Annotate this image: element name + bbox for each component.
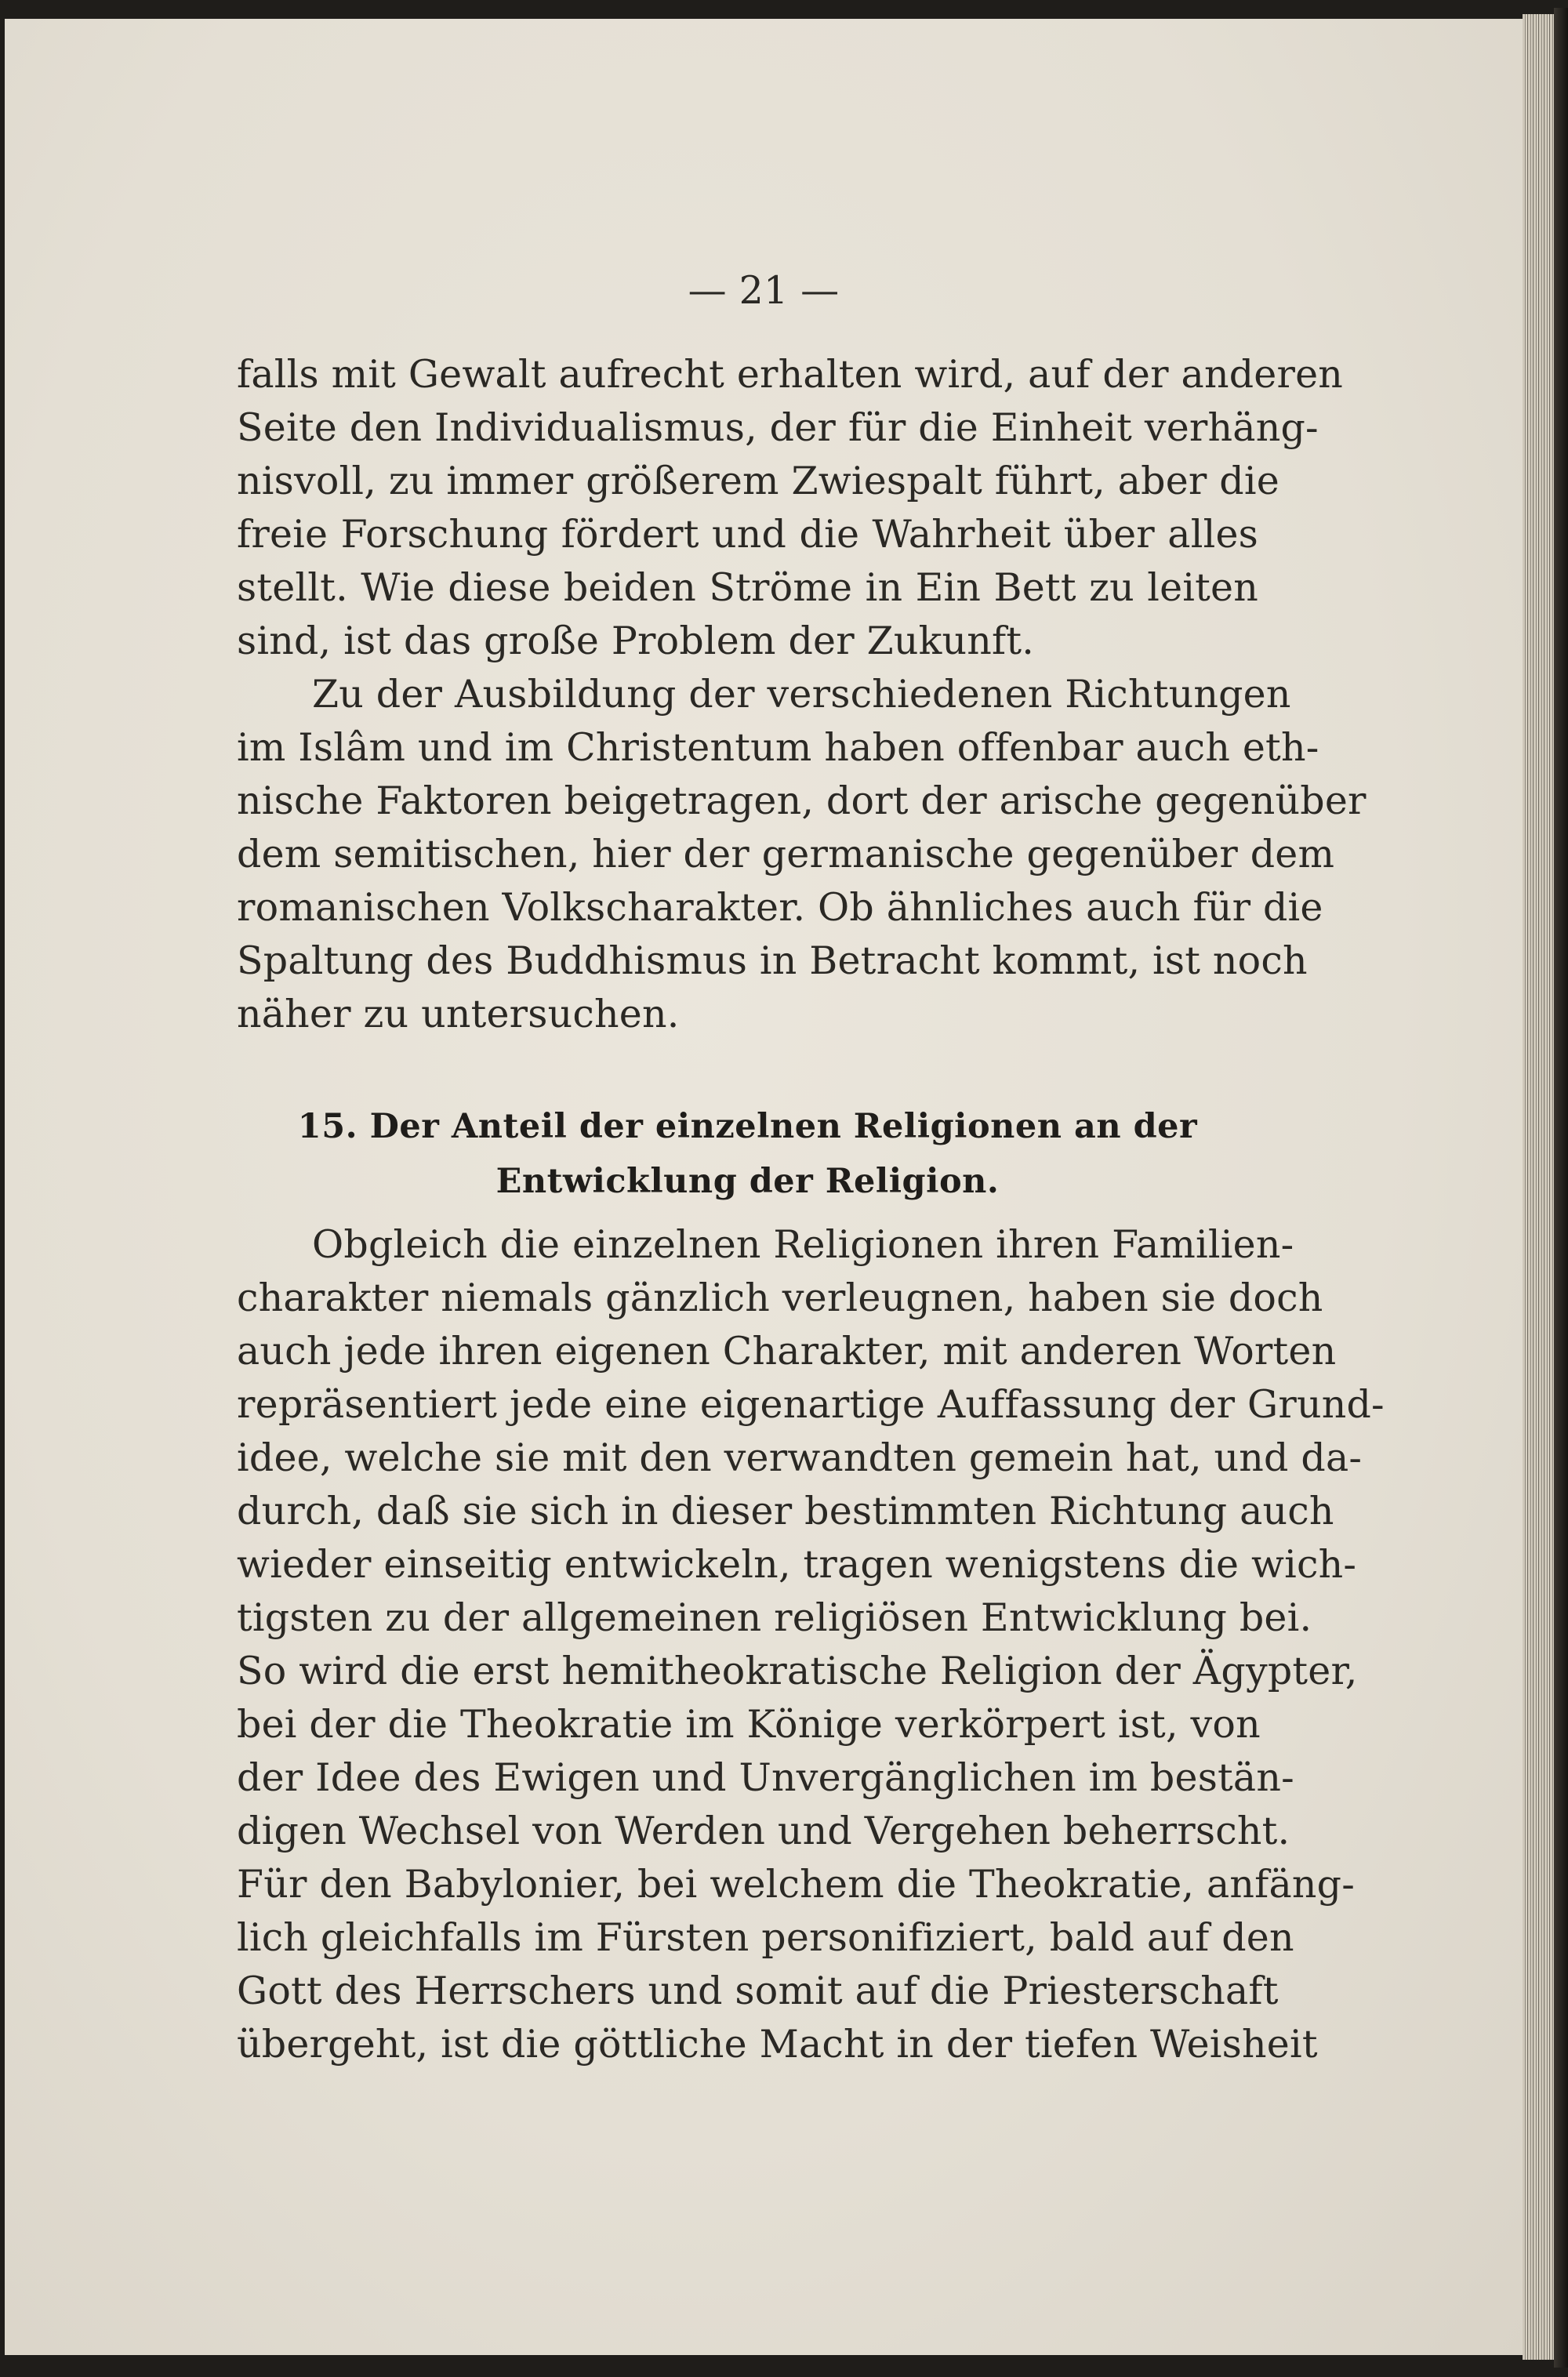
paragraph-3-line: Für den Babylonier, bei welchem die Theokratie, anfäng- (237, 1862, 1355, 1907)
paragraph-1-line: falls mit Gewalt aufrecht erhalten wird, auf der anderen (237, 352, 1344, 397)
paragraph-1-line: stellt. Wie diese beiden Ströme in Ein Bett zu leiten (237, 565, 1258, 610)
paragraph-2 (237, 668, 1367, 1041)
paragraph-3-line: auch jede ihren eigenen Charakter, mit anderen Worten (237, 1329, 1337, 1374)
paragraph-3-line: digen Wechsel von Werden und Vergehen beherrscht. (237, 1809, 1290, 1853)
paragraph-3-line: der Idee des Ewigen und Unvergänglichen im bestän- (237, 1755, 1294, 1800)
paragraph-3-line: lich gleichfalls im Fürsten personifiziert, bald auf den (237, 1915, 1294, 1960)
paragraph-1-line: Seite den Individualismus, der für die Einheit verhäng- (237, 405, 1319, 450)
paragraph-3-line: charakter niemals gänzlich verleugnen, haben sie doch (237, 1276, 1323, 1320)
paragraph-2-line: näher zu untersuchen. (237, 992, 680, 1036)
book-page (5, 19, 1523, 2355)
paragraph-2-line: nische Faktoren beigetragen, dort der arische gegenüber (237, 778, 1367, 823)
paragraph-2-line: im Islâm und im Christentum haben offenbar auch eth- (237, 725, 1319, 770)
paragraph-3-line: repräsentiert jede eine eigenartige Auffassung der Grund- (237, 1382, 1385, 1427)
paragraph-3-line: bei der die Theokratie im Könige verkörpert ist, von (237, 1702, 1261, 1747)
paragraph-1-line: sind, ist das große Problem der Zukunft. (237, 619, 1035, 663)
paragraph-1-line: freie Forschung fördert und die Wahrheit über alles (237, 512, 1258, 557)
paragraph-1 (237, 348, 1344, 668)
section-heading-line: 15. Der Anteil der einzelnen Religionen an der (297, 1107, 1198, 1146)
paragraph-2-line: Zu der Ausbildung der verschiedenen Richtungen (312, 672, 1291, 717)
paragraph-3-line: durch, daß sie sich in dieser bestimmten Richtung auch (237, 1489, 1334, 1533)
paragraph-2-line: Spaltung des Buddhismus in Betracht kommt, ist noch (237, 938, 1308, 983)
paragraph-3-line: Obgleich die einzelnen Religionen ihren Familien- (312, 1222, 1294, 1267)
paragraph-2-line: romanischen Volkscharakter. Ob ähnliches auch für die (237, 885, 1323, 930)
paragraph-3-line: Gott des Herrschers und somit auf die Priesterschaft (237, 1969, 1279, 2013)
page-number: — 21 — (688, 268, 840, 313)
paragraph-1-line: nisvoll, zu immer größerem Zwiespalt führt, aber die (237, 459, 1279, 503)
section-heading (237, 1099, 1258, 1209)
paragraph-3-line: übergeht, ist die göttliche Macht in der tiefen Weisheit (237, 2022, 1318, 2067)
section-heading-line: Entwicklung der Religion. (495, 1162, 1000, 1201)
paragraph-3-line: wieder einseitig entwickeln, tragen wenigstens die wich- (237, 1542, 1357, 1587)
paragraph-3-line: idee, welche sie mit den verwandten gemein hat, und da- (237, 1435, 1363, 1480)
paragraph-3-line: tigsten zu der allgemeinen religiösen Entwicklung bei. (237, 1595, 1312, 1640)
paragraph-2-line: dem semitischen, hier der germanische gegenüber dem (237, 832, 1335, 876)
book-edge-shadow (1554, 8, 1568, 2368)
paragraph-3-line: So wird die erst hemitheokratische Religion der Ägypter, (237, 1649, 1358, 1693)
book-page-edges (1523, 14, 1554, 2360)
paragraph-3 (237, 1218, 1385, 2071)
